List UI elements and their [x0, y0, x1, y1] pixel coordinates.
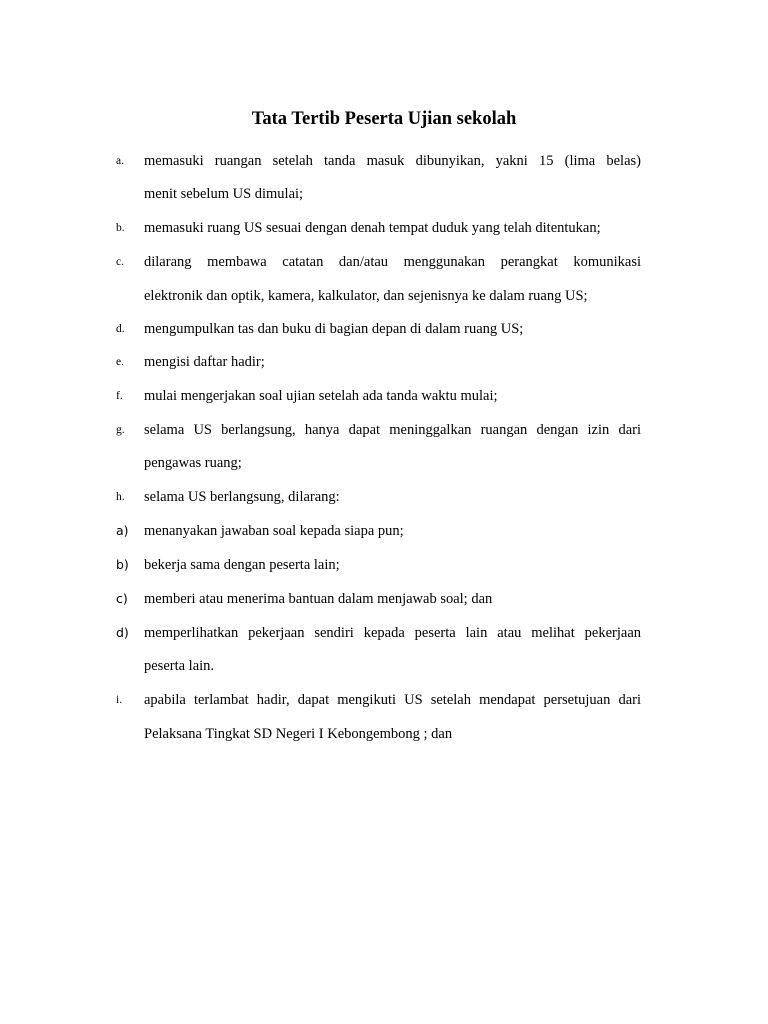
list-item-text: mulai mengerjakan soal ujian setelah ada tanda waktu mulai;	[144, 388, 498, 404]
list-item-text: dilarang membawa catatan dan/atau menggunakan perangkat komunikasi	[144, 254, 641, 270]
list-item-text: memperlihatkan pekerjaan sendiri kepada peserta lain atau melihat pekerjaan	[144, 625, 641, 641]
list-item-text: peserta lain.	[144, 658, 215, 674]
list-item-text: memasuki ruang US sesuai dengan denah tempat duduk yang telah ditentukan;	[144, 220, 601, 236]
list-marker: b.	[116, 222, 125, 234]
list-marker: a)	[116, 523, 129, 538]
list-item-text: selama US berlangsung, hanya dapat meninggalkan ruangan dengan izin dari	[144, 422, 641, 438]
list-marker: b)	[116, 557, 129, 572]
list-item-text: menit sebelum US dimulai;	[144, 186, 304, 202]
list-marker: d.	[116, 323, 125, 335]
list-marker: f.	[116, 390, 123, 402]
list-item-text: apabila terlambat hadir, dapat mengikuti US setelah mendapat persetujuan dari	[144, 692, 641, 708]
list-item-text: selama US berlangsung, dilarang:	[144, 489, 340, 505]
list-item-text: mengisi daftar hadir;	[144, 354, 265, 370]
list-item-text: memasuki ruangan setelah tanda masuk dibunyikan, yakni 15 (lima belas)	[144, 153, 641, 169]
list-marker: c.	[116, 256, 124, 268]
list-marker: a.	[116, 155, 124, 167]
list-item-text: mengumpulkan tas dan buku di bagian depan di dalam ruang US;	[144, 321, 524, 337]
page-title: Tata Tertib Peserta Ujian sekolah	[251, 109, 517, 129]
list-marker: e.	[116, 356, 124, 368]
list-marker: g.	[116, 424, 125, 436]
list-item-text: memberi atau menerima bantuan dalam menjawab soal; dan	[144, 591, 493, 607]
list-item-text: Pelaksana Tingkat SD Negeri I Kebongembong ; dan	[144, 726, 453, 742]
list-item-text: bekerja sama dengan peserta lain;	[144, 557, 340, 573]
list-marker: i.	[116, 694, 123, 706]
list-item-text: menanyakan jawaban soal kepada siapa pun;	[144, 523, 404, 539]
list-marker: h.	[116, 491, 125, 503]
list-marker: c)	[116, 591, 128, 606]
list-item-text: elektronik dan optik, kamera, kalkulator, dan sejenisnya ke dalam ruang US;	[144, 288, 588, 304]
list-item-text: pengawas ruang;	[144, 455, 242, 471]
list-marker: d)	[116, 625, 129, 640]
